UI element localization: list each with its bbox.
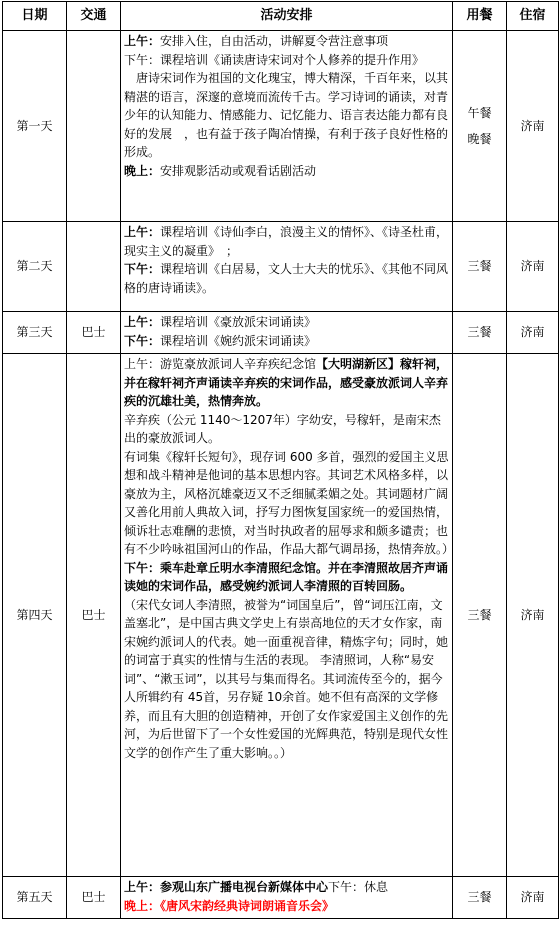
day-lodging: 济南: [507, 31, 559, 222]
header-meals: 用餐: [453, 2, 507, 31]
day-meals: 三餐: [453, 312, 507, 354]
day-meals: 三餐: [453, 877, 507, 919]
day-activities: [121, 877, 453, 919]
day-transport: [67, 222, 121, 312]
activity-text: 课程培训《豪放派宋词诵读》: [160, 315, 317, 329]
day-row-4: [3, 354, 559, 877]
header-row: [3, 2, 559, 31]
day-date: 第五天: [3, 877, 67, 919]
day-lodging: 济南: [507, 312, 559, 354]
schedule-table: [2, 1, 559, 919]
day-date: 第一天: [3, 31, 67, 222]
day-transport: [67, 31, 121, 222]
time-label: 下午：: [124, 333, 161, 348]
day-transport: 巴士: [67, 877, 121, 919]
day-transport: 巴士: [67, 354, 121, 877]
header-date: 日期: [3, 2, 67, 31]
day-row-2: [3, 222, 559, 312]
header-lodging: 住宿: [507, 2, 559, 31]
activity-text-bold: 上午：参观山东广播电视台新媒体中心: [124, 880, 329, 894]
day-date: 第四天: [3, 354, 67, 877]
day-activities: [121, 312, 453, 354]
day-row-3: [3, 312, 559, 354]
activity-text: 课程培训《白居易，文人士大夫的忧乐》、《其他不同风格的唐诗诵读》。: [124, 262, 449, 295]
time-label: 晚上：: [124, 898, 161, 913]
activity-text: 唐诗宋词作为祖国的文化瑰宝，博大精深，千百年来，以其精湛的语言，深邃的意境而流传千古。学习诗词的诵读，对青少年的认知能力、情感能力、记忆能力、语言表达能力都有良好的发展 ，也有益于孩子陶冶情操，有利于孩子良好性格的形成。: [124, 71, 449, 159]
day-row-1: [3, 31, 559, 222]
day-activities: [121, 222, 453, 312]
day-lodging: 济南: [507, 354, 559, 877]
time-label: 上午：: [124, 225, 161, 239]
day-meals: [453, 31, 507, 222]
activity-text: 上午：游览豪放派词人辛弃疾纪念馆: [124, 357, 317, 371]
activity-text: 安排观影活动或观看话剧活动: [160, 163, 317, 178]
day-row-5: [3, 877, 559, 919]
time-label: 上午：: [124, 315, 161, 329]
day-date: 第三天: [3, 312, 67, 354]
meal-item: 午餐: [467, 106, 492, 120]
activity-text: 有词集《稼轩长短句》，现存词 600 多首，强烈的爱国主义思想和战斗精神是他词的基本思想内容。其词艺术风格多样，以豪放为主，风格沉雄豪迈又不乏细腻柔媚之处。其词题材广阔又善化用前人典故入词，抒写力图恢复国家统一的爱国热情，倾诉壮志难酬的悲愤，对当时执政者的屈辱求和颇多谴责；也有不少吟咏祖国河山的作品，作品大都气调昂扬，热情奔放。）: [124, 449, 455, 556]
day-lodging: 济南: [507, 877, 559, 919]
activity-text: （宋代女词人李清照，被誉为“词国皇后”，曾“词压江南，文盖塞北”，是中国古典文学史上有崇高地位的天才女作家，南宋婉约派词人的代表。她一面重视音律，精炼字句；同时，她的词富于真实的性情与生活的表现。 李清照词，人称“易安词”、“漱玉词”，以其号与集而得名。其词流传至今的，据今人所辑约有 45首，另存疑 10余首。她不但有高深的文学修养，而且有大胆的创造精神，开创了女作家爱国主义创作的先河，为后世留下了一个女性爱国的光辉典范，特别是现代女性文学的创作产生了重大影响。。）: [124, 597, 449, 760]
time-label: 下午：: [124, 262, 161, 276]
header-transport: 交通: [67, 2, 121, 31]
day-date: 第二天: [3, 222, 67, 312]
time-label: 上午：: [124, 34, 161, 48]
activity-text-bold: 【大明湖新区】稼轩祠，并在稼轩祠齐声诵读辛弃疾的宋词作品，感受豪放派词人辛弃疾的沉雄壮美，热情奔放。: [124, 357, 449, 408]
time-label: 晚上：: [124, 163, 161, 178]
activity-text: 课程培训《婉约派宋词诵读》: [160, 333, 317, 348]
day-transport: 巴士: [67, 312, 121, 354]
activity-text: 安排入住，自由活动，讲解夏令营注意事项: [160, 34, 389, 48]
activity-text: 课程培训《诗仙李白，浪漫主义的情怀》、《诗圣杜甫，现实主义的凝重》 ；: [124, 225, 449, 258]
meal-item: 晚餐: [467, 132, 492, 146]
day-activities: [121, 31, 453, 222]
concert-title: 《唐风宋韵经典诗词朗诵音乐会》: [160, 898, 335, 913]
activity-text: 下午：课程培训《诵读唐诗宋词对个人修养的提升作用》: [124, 52, 425, 67]
day-meals: 三餐: [453, 222, 507, 312]
day-meals: 三餐: [453, 354, 507, 877]
header-activity: 活动安排: [121, 2, 453, 31]
activity-text: 下午：休息: [328, 880, 389, 894]
day-lodging: 济南: [507, 222, 559, 312]
activity-text: 辛弃疾（公元 1140～1207年）字幼安，号稼轩，是南宋杰出的豪放派词人。: [124, 412, 441, 445]
activity-text-bold: 下午：乘车赴章丘明水李清照纪念馆。并在李清照故居齐声诵读她的宋词作品，感受婉约派词人李清照的百转回肠。: [124, 560, 449, 593]
day-activities: [121, 354, 453, 877]
